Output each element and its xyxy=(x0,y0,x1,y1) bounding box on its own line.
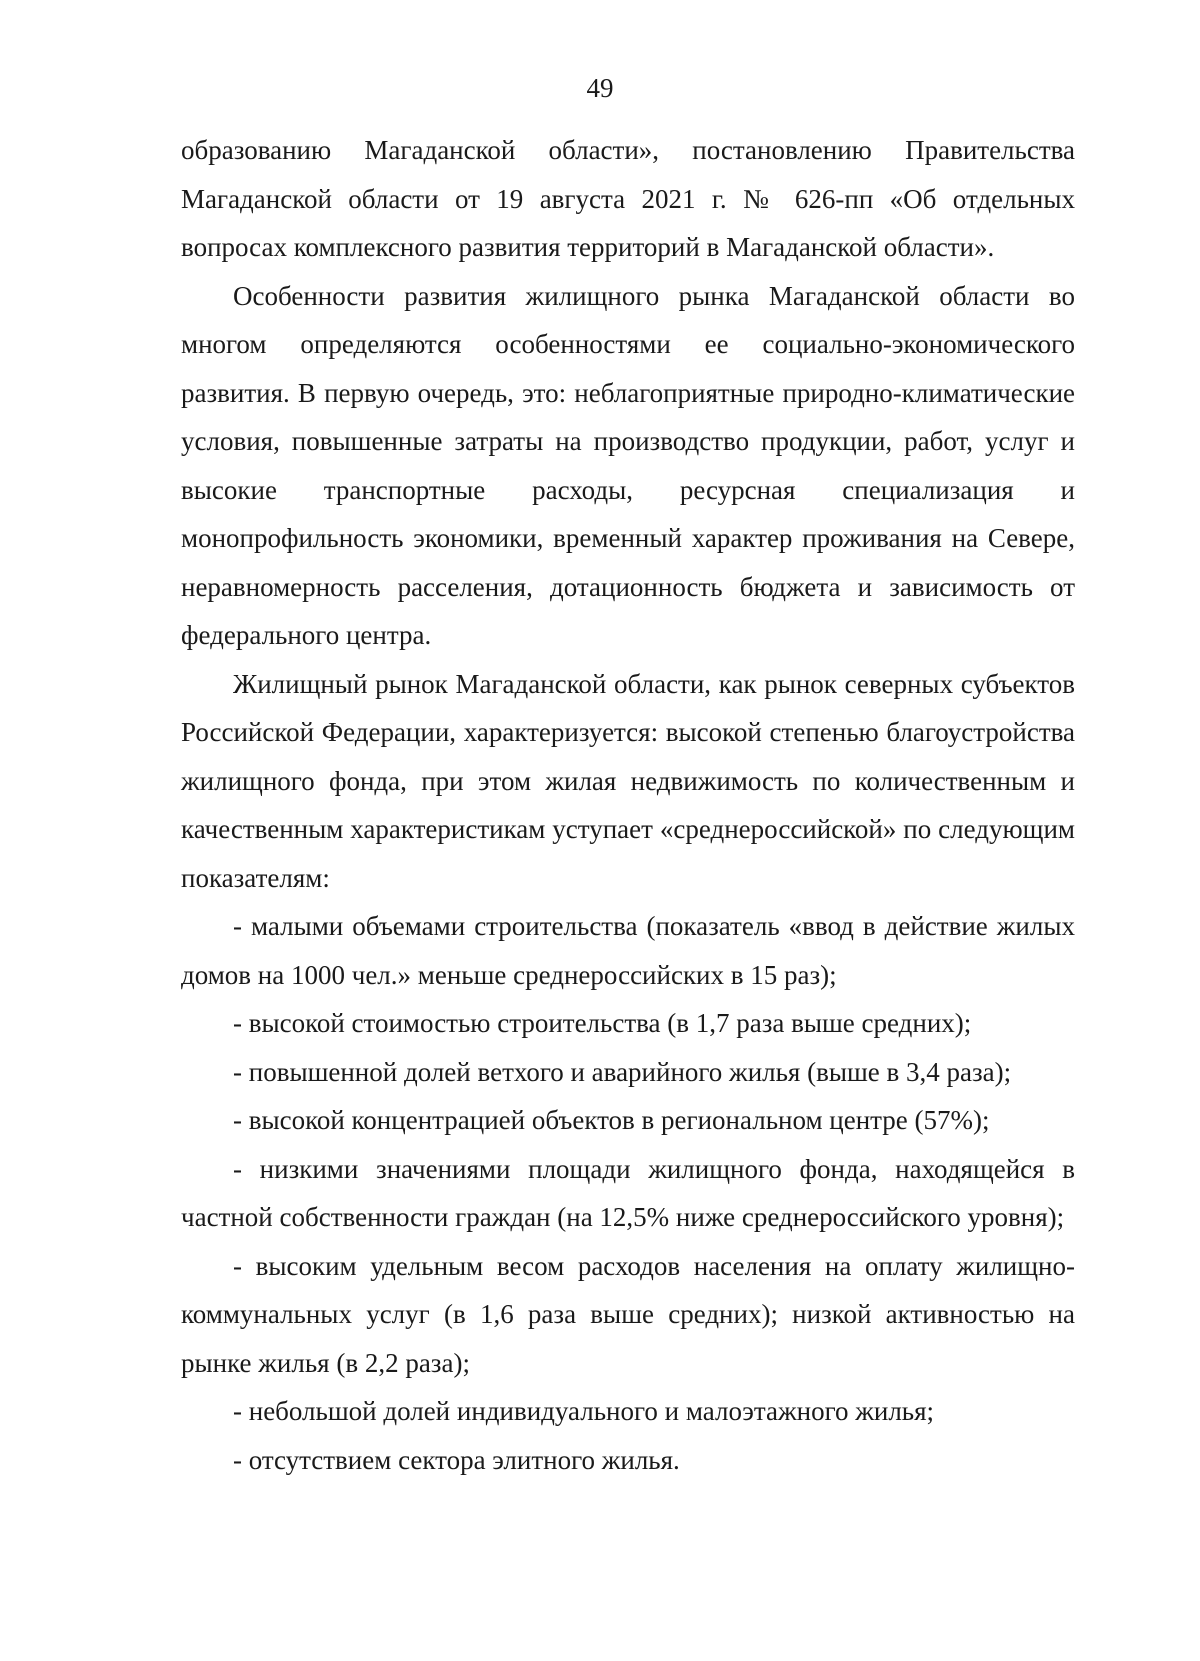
paragraph-northern-market: Жилищный рынок Магаданской области, как рынок северных субъектов Российской Федерации, характеризуется: высокой степенью благоустройства жилищного фонда, при этом жилая недвижимость по количественным и качественным характеристикам уступает «среднероссийской» по следующим показателям: xyxy=(181,668,1075,893)
paragraph-continuation: образованию Магаданской области», постановлению Правительства Магаданской области от 19 августа 2021 г. № 626-пп «Об отдельных вопросах комплексного развития территорий в Магаданской области». xyxy=(181,135,1075,262)
list-item-regional-concentration: - высокой концентрацией объектов в региональном центре (57%); xyxy=(233,1105,990,1135)
list-item-low-rise-housing: - небольшой долей индивидуального и малоэтажного жилья; xyxy=(233,1396,935,1426)
list-item-construction-cost: - высокой стоимостью строительства (в 1,7 раза выше средних); xyxy=(233,1008,972,1038)
list-item-elite-housing: - отсутствием сектора элитного жилья. xyxy=(233,1444,680,1475)
list-item-dilapidated-housing: - повышенной долей ветхого и аварийного жилья (выше в 3,4 раза); xyxy=(233,1056,1012,1087)
list-item-private-ownership: - низкими значениями площади жилищного фонда, находящейся в частной собственности граждан (на 12,5% ниже среднероссийского уровня); xyxy=(181,1153,1075,1232)
list-item-construction-volume: - малыми объемами строительства (показатель «ввод в действие жилых домов на 1000 чел.» меньше среднероссийских в 15 раз); xyxy=(181,911,1075,990)
paragraph-housing-market-features: Особенности развития жилищного рынка Магаданской области во многом определяются особенностями ее социально-экономического развития. В первую очередь, это: неблагоприятные природно-климатические условия, повышенные затраты на производство продукции, работ, услуг и высокие транспортные расходы, ресурсная специализация и монопрофильность экономики, временный характер проживания на Севере, неравномерность расселения, дотационность бюджета и зависимость от федерального центра. xyxy=(181,280,1075,650)
document-body xyxy=(181,126,1075,1484)
list-item-utility-expenses: - высоким удельным весом расходов населения на оплату жилищно-коммунальных услуг (в 1,6 раза выше средних); низкой активностью на рынке жилья (в 2,2 раза); xyxy=(181,1250,1075,1378)
page-number: 49 xyxy=(586,73,614,103)
